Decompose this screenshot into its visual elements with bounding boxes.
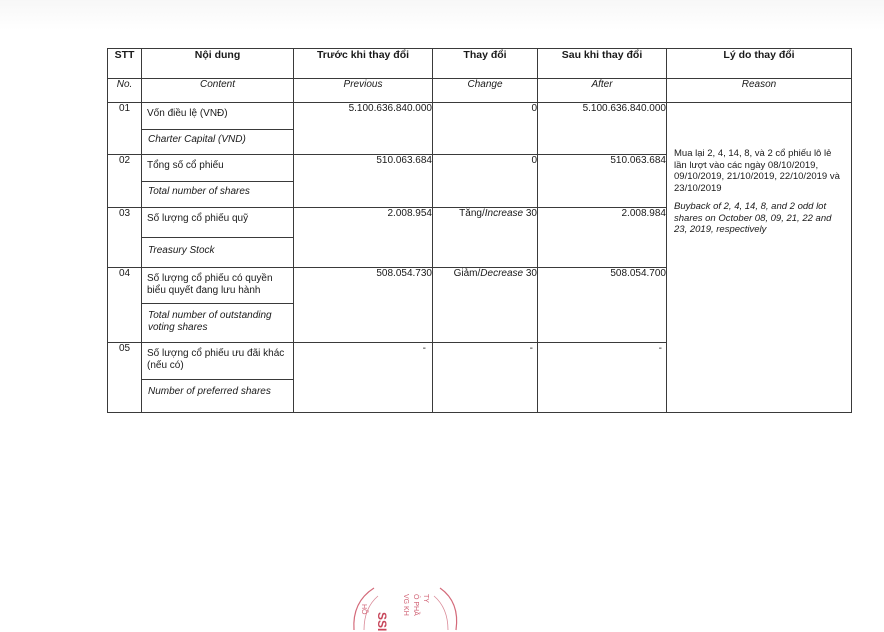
row-content — [142, 103, 294, 155]
row-content-vi: Tổng số cổ phiếu — [142, 155, 293, 182]
table-subheader-row — [108, 79, 852, 103]
row-before: 5.100.636.840.000 — [294, 103, 433, 155]
row-before: - — [294, 343, 433, 413]
row-number: 02 — [108, 155, 142, 208]
row-content-en: Total number of outstanding voting shares — [148, 310, 272, 333]
row-number: 01 — [108, 103, 142, 155]
row-number: 05 — [108, 343, 142, 413]
row-content-vi: Số lượng cổ phiếu quỹ — [142, 208, 293, 238]
subheader-stt: No. — [108, 79, 142, 103]
seal-graphic — [344, 582, 468, 632]
table-header-row — [108, 49, 852, 79]
row-content-en: Number of preferred shares — [148, 386, 271, 397]
header-reason: Lý do thay đổi — [667, 49, 852, 79]
row-content-vi: Vốn điều lệ (VNĐ) — [142, 103, 293, 130]
row-before: 510.063.684 — [294, 155, 433, 208]
subheader-reason: Reason — [667, 79, 852, 103]
row-number: 03 — [108, 208, 142, 268]
row-before: 508.054.730 — [294, 268, 433, 343]
row-change-vi: Giảm/ — [453, 268, 481, 279]
subheader-before: Previous — [294, 79, 433, 103]
svg-text:SSI: SSI — [375, 612, 389, 632]
subheader-change: Change — [433, 79, 538, 103]
header-change: Thay đổi — [433, 49, 538, 79]
row-change: 0 — [433, 155, 538, 208]
row-content-en: Treasury Stock — [148, 245, 215, 256]
svg-text:VG KH: VG KH — [402, 594, 409, 616]
reason-cell — [667, 103, 852, 413]
reason-en: Buyback of 2, 4, 14, 8, and 2 odd lot shares on October 08, 09, 21, 22 and 23, 2019, respectively — [674, 201, 832, 235]
svg-text:HỒ: HỒ — [360, 604, 367, 615]
row-content-en: Total number of shares — [148, 186, 250, 197]
company-seal-stamp — [344, 582, 468, 632]
row-change — [433, 268, 538, 343]
row-after: 510.063.684 — [538, 155, 667, 208]
row-change-num: 30 — [523, 268, 537, 279]
header-stt: STT — [108, 49, 142, 79]
row-content-en: Charter Capital (VND) — [148, 134, 246, 145]
row-after: 2.008.984 — [538, 208, 667, 268]
row-change-vi: Tăng/ — [459, 208, 485, 219]
row-change: - — [433, 343, 538, 413]
row-change-num: 30 — [523, 208, 537, 219]
row-change — [433, 208, 538, 268]
header-after: Sau khi thay đổi — [538, 49, 667, 79]
share-change-table — [107, 48, 852, 413]
row-change-en: Increase — [484, 208, 524, 219]
header-content: Nội dung — [142, 49, 294, 79]
row-content — [142, 268, 294, 343]
row-content-vi: Số lượng cổ phiếu ưu đãi khác (nếu có) — [142, 343, 293, 380]
row-change-en: Decrease — [480, 268, 524, 279]
subheader-content: Content — [142, 79, 294, 103]
row-after: - — [538, 343, 667, 413]
row-before: 2.008.954 — [294, 208, 433, 268]
row-content-vi: Số lượng cổ phiếu có quyền biểu quyết đang lưu hành — [142, 268, 293, 304]
row-content — [142, 343, 294, 413]
svg-text:TY: TY — [422, 594, 429, 603]
row-after: 508.054.700 — [538, 268, 667, 343]
row-number: 04 — [108, 268, 142, 343]
row-change: 0 — [433, 103, 538, 155]
svg-text:Ô PHẦ: Ô PHẦ — [412, 594, 419, 616]
subheader-after: After — [538, 79, 667, 103]
header-before: Trước khi thay đổi — [294, 49, 433, 79]
reason-vi: Mua lại 2, 4, 14, 8, và 2 cổ phiếu lô lẻ lần lượt vào các ngày 08/10/2019, 09/10/2019, 21/10/2019, 22/10/2019 và 23/10/2019 — [674, 148, 840, 194]
row-content — [142, 155, 294, 208]
row-content — [142, 208, 294, 268]
table-row — [108, 103, 852, 155]
row-after: 5.100.636.840.000 — [538, 103, 667, 155]
